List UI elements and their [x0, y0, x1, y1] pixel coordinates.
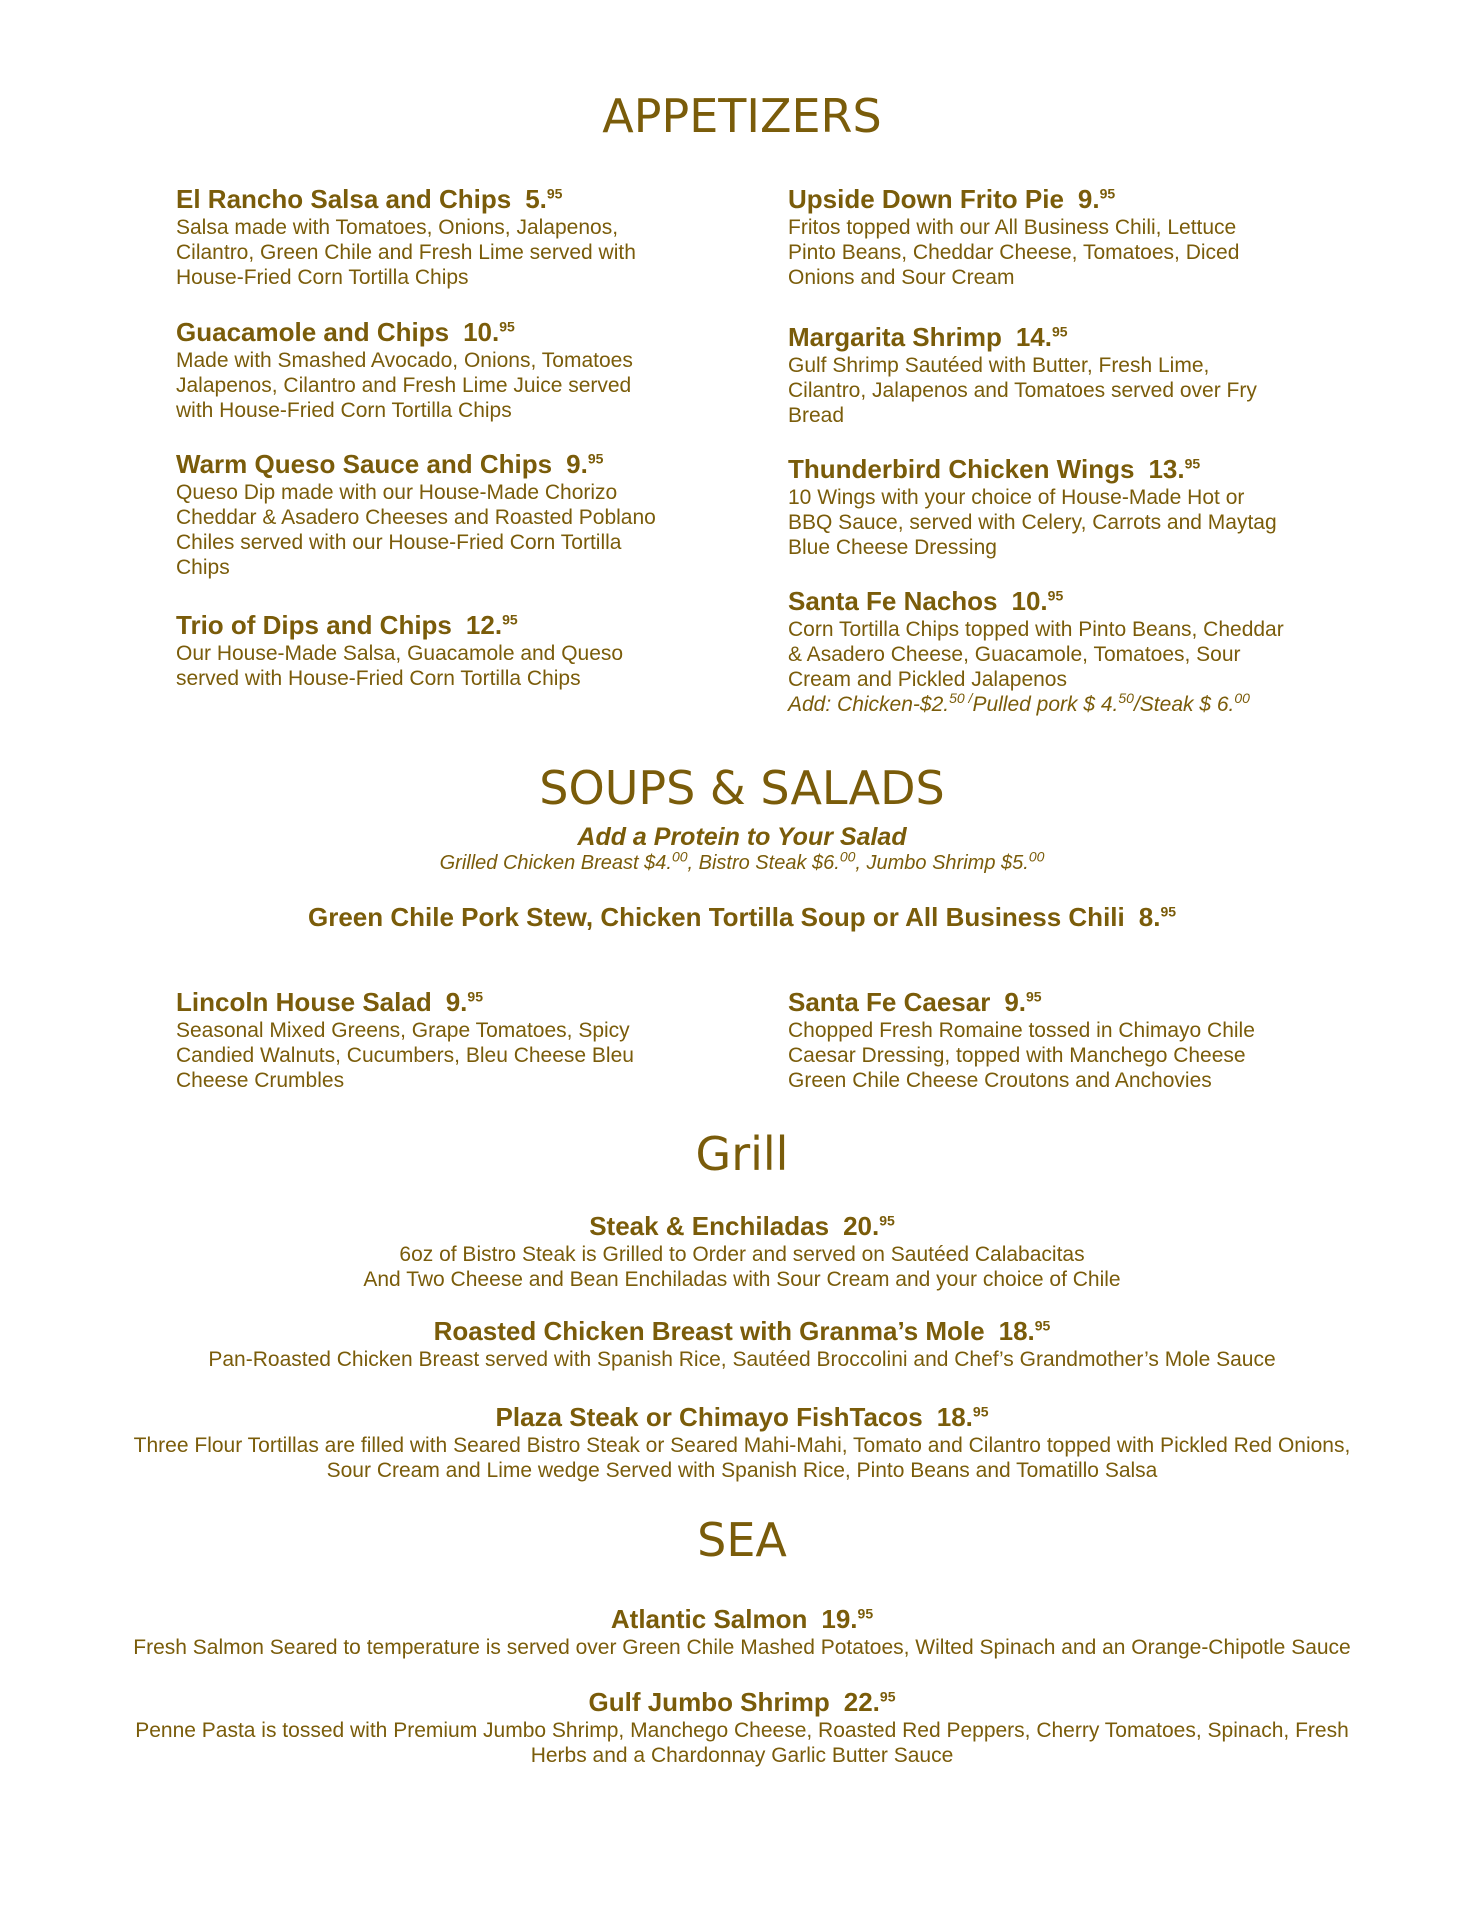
- item-price: 18.: [936, 1402, 973, 1432]
- item-name: Plaza Steak or Chimayo FishTacos: [495, 1402, 923, 1432]
- menu-item: [176, 183, 636, 290]
- item-price: 9.: [566, 449, 588, 479]
- item-price-cents: 95: [499, 318, 515, 335]
- item-price-cents: 95: [587, 450, 604, 467]
- item-price: 20.: [843, 1211, 880, 1241]
- item-price-cents: 95: [1099, 185, 1116, 202]
- item-price-cents: 95: [502, 611, 518, 628]
- menu-item: [0, 1210, 1484, 1292]
- item-description: Gulf Shrimp Sautéed with Butter, Fresh Lime, Cilantro, Jalapenos and Tomatoes served over Fry Bread: [788, 354, 1257, 427]
- menu-item: [0, 1686, 1484, 1768]
- item-name: Atlantic Salmon: [610, 1604, 808, 1634]
- item-price: 9.: [1077, 184, 1100, 214]
- item-price: 5.: [525, 184, 547, 214]
- item-price: 18.: [998, 1316, 1035, 1346]
- item-price-cents: 95: [1047, 587, 1064, 604]
- soups-salads-title: SOUPS & SALADS: [539, 761, 945, 815]
- item-name: Warm Queso Sauce and Chips: [176, 449, 553, 479]
- item-description: Chopped Fresh Romaine tossed in Chimayo Chile Caesar Dressing, topped with Manchego Cheese Green Chile Cheese Croutons and Anchovies: [788, 1019, 1255, 1092]
- item-price: 19.: [821, 1604, 858, 1634]
- item-price: 9.: [1004, 987, 1027, 1017]
- item-description: 6oz of Bistro Steak is Grilled to Order and served on Sautéed Calabacitas And Two Cheese and Bean Enchiladas with Sour Cream and your choice of Chile: [363, 1243, 1121, 1291]
- menu-item: [0, 1315, 1484, 1372]
- grill-title: Grill: [695, 1127, 789, 1181]
- nachos-addons: Add: Chicken-$2.$^{50 /}$Pulled pork $ 4.50/Steak $ 6.00: [788, 690, 1250, 716]
- item-name: El Rancho Salsa and Chips: [176, 184, 512, 214]
- item-price-cents: 95: [1026, 988, 1042, 1005]
- item-price-cents: 95: [1034, 1317, 1051, 1334]
- item-name: Margarita Shrimp: [788, 322, 1002, 352]
- item-price: 10.: [1011, 586, 1048, 616]
- item-name: Roasted Chicken Breast with Granma’s Mole: [433, 1316, 985, 1346]
- item-description: Made with Smashed Avocado, Onions, Tomatoes Jalapenos, Cilantro and Fresh Lime Juice served with House-Fried Corn Tortilla Chips: [176, 349, 633, 422]
- menu-item: [176, 986, 634, 1093]
- menu-item: [788, 453, 1277, 560]
- item-name: Trio of Dips and Chips: [176, 610, 452, 640]
- menu-item: [788, 183, 1239, 290]
- appetizers-title: APPETIZERS: [602, 89, 882, 143]
- item-name: Thunderbird Chicken Wings: [788, 454, 1135, 484]
- menu-item: [176, 609, 623, 691]
- item-description: Three Flour Tortillas are filled with Seared Bistro Steak or Seared Mahi-Mahi, Tomato and Cilantro topped with Pickled Red Onions, Sour Cream and Lime wedge Served with Spanish Rice, Pinto Beans and Tomatillo Salsa: [133, 1434, 1351, 1482]
- item-name: Guacamole and Chips: [176, 317, 450, 347]
- item-description: Penne Pasta is tossed with Premium Jumbo Shrimp, Manchego Cheese, Roasted Red Peppers, Cherry Tomatoes, Spinach, Fresh Herbs and a Chardonnay Garlic Butter Sauce: [135, 1719, 1349, 1767]
- item-price-cents: 95: [857, 1605, 874, 1622]
- item-price-cents: 95: [467, 988, 483, 1005]
- item-description: 10 Wings with your choice of House-Made Hot or BBQ Sauce, served with Celery, Carrots and Maytag Blue Cheese Dressing: [788, 486, 1277, 559]
- item-name: Gulf Jumbo Shrimp: [588, 1687, 830, 1717]
- item-price: 8.: [1138, 902, 1161, 932]
- item-description: Fritos topped with our All Business Chili, Lettuce Pinto Beans, Cheddar Cheese, Tomatoes, Diced Onions and Sour Cream: [788, 216, 1240, 289]
- menu-item: [176, 448, 656, 580]
- menu-item: [0, 1401, 1484, 1483]
- item-description: Seasonal Mixed Greens, Grape Tomatoes, Spicy Candied Walnuts, Cucumbers, Bleu Cheese Bleu Cheese Crumbles: [176, 1019, 634, 1092]
- item-price-cents: 95: [879, 1688, 896, 1705]
- menu-item: [0, 1603, 1484, 1660]
- menu-item: [788, 986, 1255, 1093]
- item-description: Pan-Roasted Chicken Breast served with Spanish Rice, Sautéed Broccolini and Chef’s Grandmother’s Mole Sauce: [208, 1348, 1276, 1371]
- item-price: 9.: [445, 987, 468, 1017]
- item-name: Santa Fe Nachos: [788, 586, 998, 616]
- item-description: Queso Dip made with our House-Made Chorizo Cheddar & Asadero Cheeses and Roasted Poblano Chiles served with our House-Fried Corn Tortilla Chips: [176, 481, 656, 579]
- item-price-cents: 95: [546, 185, 563, 202]
- item-price: 10.: [463, 317, 500, 347]
- item-price: 13.: [1148, 454, 1185, 484]
- item-price: 14.: [1015, 322, 1052, 352]
- item-price: 22.: [843, 1687, 880, 1717]
- item-price-cents: 95: [879, 1212, 895, 1229]
- item-price-cents: 95: [1160, 903, 1177, 920]
- item-name: Santa Fe Caesar: [788, 987, 991, 1017]
- menu-item: [176, 316, 633, 423]
- item-price-cents: 95: [1184, 455, 1201, 472]
- soup-line: Green Chile Pork Stew, Chicken Tortilla Soup or All Business Chili 8.95: [307, 902, 1177, 932]
- item-description: Salsa made with Tomatoes, Onions, Jalapenos, Cilantro, Green Chile and Fresh Lime served with House-Fried Corn Tortilla Chips: [176, 216, 636, 289]
- item-description: Fresh Salmon Seared to temperature is served over Green Chile Mashed Potatoes, Wilted Spinach and an Orange-Chipotle Sauce: [133, 1636, 1351, 1659]
- protein-options: Grilled Chicken Breast $4.00, Bistro Steak $6.00, Jumbo Shrimp $5.00: [439, 848, 1045, 874]
- item-name: Lincoln House Salad: [176, 987, 432, 1017]
- menu-item: [788, 321, 1257, 428]
- sea-title: SEA: [697, 1513, 787, 1567]
- item-name: Steak & Enchiladas: [589, 1211, 830, 1241]
- item-price: 12.: [465, 610, 503, 640]
- item-description: Our House-Made Salsa, Guacamole and Queso served with House-Fried Corn Tortilla Chips: [176, 642, 624, 690]
- protein-heading: Add a Protein to Your Salad: [577, 823, 907, 851]
- menu-item: [788, 585, 1284, 717]
- item-description: Corn Tortilla Chips topped with Pinto Beans, Cheddar & Asadero Cheese, Guacamole, Tomatoes, Sour Cream and Pickled Jalapenos Add: Chicken-$2.$^{50 /}$Pulled pork $ 4.50/Steak $ 6.00: [788, 618, 1284, 716]
- item-price-cents: 95: [1051, 323, 1068, 340]
- item-price-cents: 95: [972, 1403, 989, 1420]
- item-name: Upside Down Frito Pie: [788, 184, 1064, 214]
